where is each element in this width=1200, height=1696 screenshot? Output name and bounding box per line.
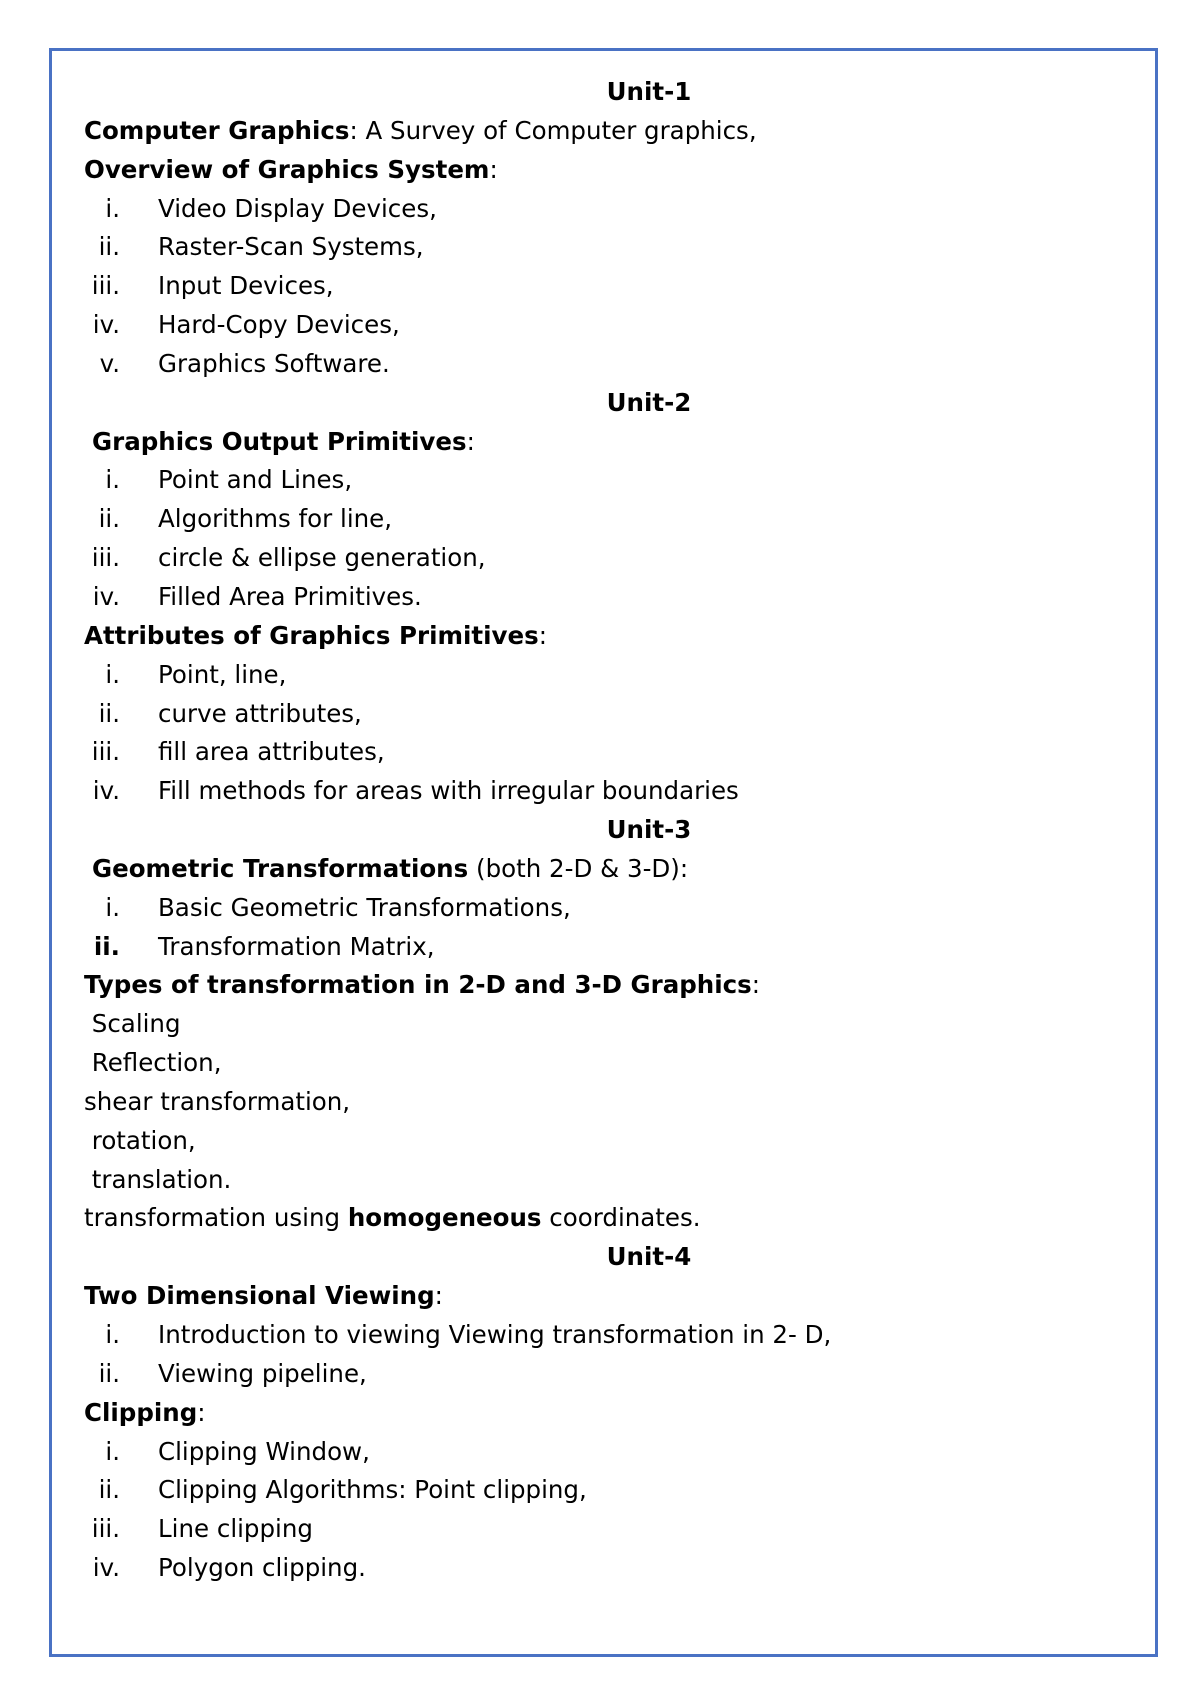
list-text: Polygon clipping.: [158, 1553, 366, 1583]
clipping-bold: Clipping: [84, 1397, 198, 1427]
list-text: Transformation Matrix,: [158, 931, 435, 961]
computer-graphics-title: Computer Graphics: [84, 115, 350, 145]
types-of-transformation-bold: Types of transformation in 2-D and 3-D Graphics: [84, 970, 752, 1000]
list-item: [84, 190, 1134, 229]
unit-3-heading: Unit-3: [606, 815, 692, 845]
list-text: Viewing pipeline,: [158, 1358, 367, 1388]
list-text: circle & ellipse generation,: [158, 543, 486, 573]
list-item: [84, 1316, 1134, 1355]
list-text: Fill methods for areas with irregular boundaries: [158, 776, 739, 806]
unit-2-heading: Unit-2: [606, 387, 692, 417]
list-text: Point and Lines,: [158, 465, 353, 495]
attributes-bold: Attributes of Graphics Primitives: [84, 620, 539, 650]
list-number: i.: [105, 193, 120, 223]
homogeneous-pre: transformation using: [84, 1203, 348, 1233]
list-text: Video Display Devices,: [158, 193, 437, 223]
geometric-transformations-bold: Geometric Transformations: [92, 853, 469, 883]
geometric-transformations-rest: (both 2-D & 3-D):: [468, 853, 689, 883]
two-dimensional-viewing-colon: :: [434, 1281, 443, 1311]
list-text: Filled Area Primitives.: [158, 581, 422, 611]
list-number: ii.: [93, 931, 120, 961]
list-item: [84, 1433, 1134, 1472]
list-number: iii.: [91, 737, 120, 767]
list-number: iv.: [92, 581, 120, 611]
list-text: Input Devices,: [158, 271, 334, 301]
list-item: [84, 1510, 1134, 1549]
list-item: [84, 772, 1134, 811]
list-number: ii.: [98, 1475, 120, 1505]
plain-line: Reflection,: [84, 1048, 222, 1078]
computer-graphics-line: [84, 112, 1134, 151]
overview-title-bold: Overview of Graphics System: [84, 154, 490, 184]
list-number: ii.: [98, 504, 120, 534]
list-item: [84, 1471, 1134, 1510]
list-text: Point, line,: [158, 659, 287, 689]
plain-line: shear transformation,: [84, 1086, 351, 1116]
homogeneous-bold: homogeneous: [347, 1203, 542, 1233]
list-number: iv.: [92, 1553, 120, 1583]
list-text: Clipping Algorithms: Point clipping,: [158, 1475, 587, 1505]
list-text: Introduction to viewing Viewing transformation in 2- D,: [158, 1320, 832, 1349]
list-item: [84, 306, 1134, 345]
list-text: Graphics Software.: [158, 348, 390, 378]
list-number: ii.: [98, 1358, 120, 1388]
geometric-transformations-title: [84, 850, 1134, 889]
list-number: i.: [105, 1320, 120, 1349]
list-number: iii.: [91, 1514, 120, 1544]
list-item: [84, 500, 1134, 539]
list-number: i.: [105, 1436, 120, 1466]
list-item: [84, 695, 1134, 734]
list-number: i.: [105, 659, 120, 689]
two-dimensional-viewing-bold: Two Dimensional Viewing: [84, 1281, 435, 1311]
types-of-transformation-colon: :: [751, 970, 761, 1000]
list-item: [84, 228, 1134, 267]
types-of-transformation-title: [84, 966, 1134, 1005]
list-number: iv.: [92, 310, 120, 340]
output-primitives-bold: Graphics Output Primitives: [92, 426, 467, 456]
list-item: [84, 345, 1134, 384]
list-text: Line clipping: [158, 1514, 313, 1544]
list-text: Basic Geometric Transformations,: [158, 892, 571, 922]
list-item: [84, 1549, 1134, 1588]
overview-section-title: [84, 151, 1134, 190]
list-text: fill area attributes,: [158, 737, 385, 767]
list-number: i.: [105, 892, 120, 922]
output-primitives-title: [84, 423, 1134, 462]
list-number: iii.: [91, 543, 120, 573]
list-number: ii.: [98, 232, 120, 262]
syllabus-content: [84, 73, 1134, 1588]
two-dimensional-viewing-title: [84, 1277, 1134, 1316]
list-number: iv.: [92, 776, 120, 806]
list-text: curve attributes,: [158, 698, 362, 728]
list-item: [84, 267, 1134, 306]
list-text: Hard-Copy Devices,: [158, 310, 400, 340]
list-number: iii.: [91, 271, 120, 301]
list-text: Algorithms for line,: [158, 504, 393, 534]
list-item: [84, 656, 1134, 695]
overview-title-colon: :: [489, 154, 498, 184]
attributes-colon: :: [538, 620, 547, 650]
list-item: [84, 928, 1134, 967]
plain-line: translation.: [84, 1164, 232, 1194]
output-primitives-colon: :: [466, 426, 475, 456]
unit-4-heading: Unit-4: [606, 1242, 692, 1272]
plain-line: rotation,: [84, 1125, 196, 1155]
list-text: Clipping Window,: [158, 1436, 370, 1466]
list-item: [84, 1355, 1134, 1394]
clipping-colon: :: [197, 1397, 206, 1427]
attributes-title: [84, 617, 1134, 656]
list-number: i.: [105, 465, 120, 495]
plain-line: Scaling: [84, 1009, 181, 1039]
list-item: [84, 889, 1134, 928]
list-text: Raster-Scan Systems,: [158, 232, 424, 262]
list-item: [84, 733, 1134, 772]
homogeneous-line: [84, 1199, 1134, 1238]
list-item: [84, 461, 1134, 500]
list-number: v.: [99, 348, 120, 378]
clipping-title: [84, 1394, 1134, 1433]
computer-graphics-desc: : A Survey of Computer graphics,: [349, 115, 757, 145]
list-item: [84, 539, 1134, 578]
list-number: ii.: [98, 698, 120, 728]
unit-1-heading: Unit-1: [606, 77, 692, 106]
list-item: [84, 578, 1134, 617]
homogeneous-post: coordinates.: [541, 1203, 701, 1233]
